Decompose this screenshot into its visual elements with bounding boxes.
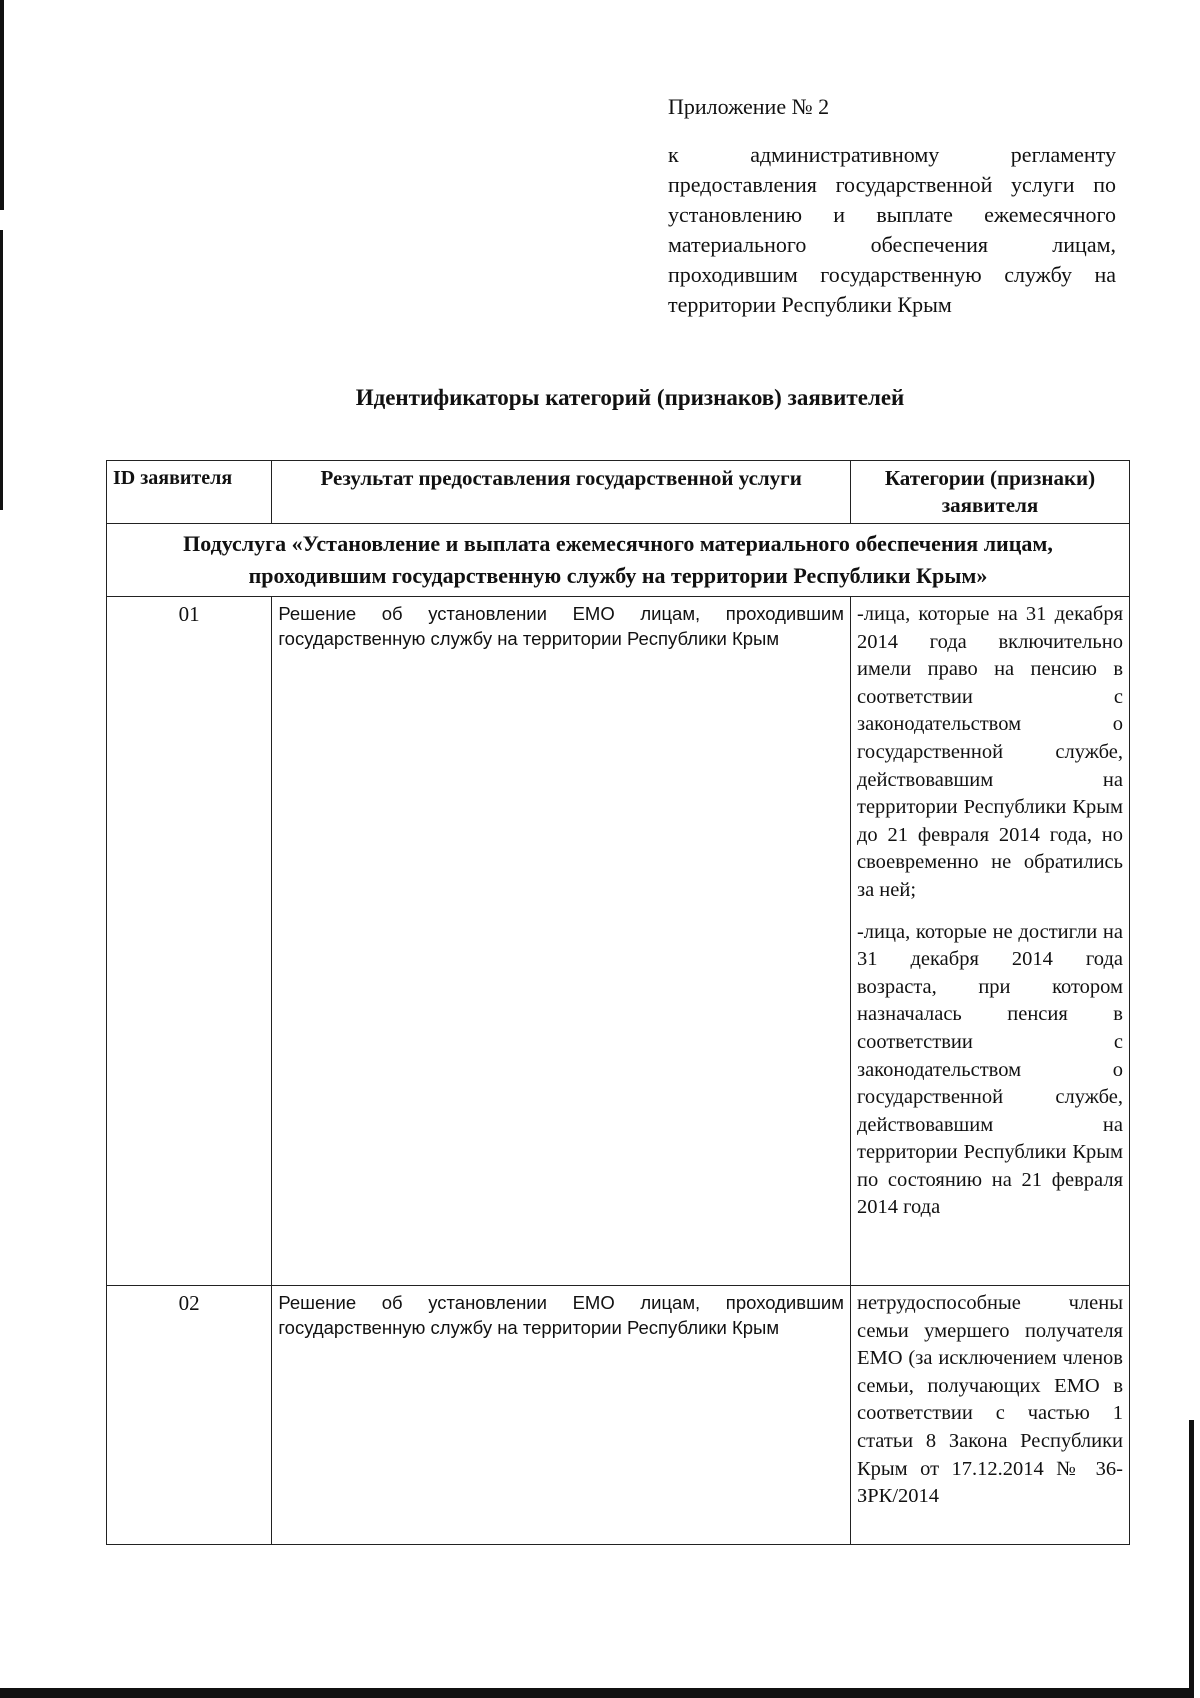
table-row xyxy=(107,597,1130,1286)
row-categories xyxy=(850,597,1129,1286)
table-header-row xyxy=(107,461,1130,524)
appendix-body: к административному регламенту предоставления государственной услуги по установлению и выплате ежемесячного материального обеспечения лицам, проходившим государственную службу на территории Республики Крым xyxy=(668,142,1116,317)
category-item: нетрудоспособные члены семьи умершего получателя ЕМО (за исключением членов семьи, получающих ЕМО в соответствии с частью 1 статьи 8 Закона Республики Крым от 17.12.2014 № 36-ЗРК/2014 xyxy=(856,1292,1123,1508)
header-id: ID заявителя xyxy=(107,461,272,524)
category-item: -лица, которые не достигли на 31 декабря 2014 года возраста, при котором назначалась пенсия в соответствии с законодательством о государственной службе, действовавшим на территории Республики Крым по состоянию на 21 февраля 2014 года xyxy=(856,920,1123,1219)
category-item: -лица, которые на 31 декабря 2014 года включительно имели право на пенсию в соответствии с законодательством о государственной службе, действовавшим на территории Республики Крым до 21 февраля 2014 года, но своевременно не обратились за ней; xyxy=(856,603,1123,901)
row-categories xyxy=(850,1286,1129,1545)
subservice-row xyxy=(107,524,1130,597)
scan-edge-mark-right xyxy=(1189,1420,1194,1698)
appendix-header xyxy=(668,92,1116,320)
scan-edge-mark-left xyxy=(0,230,3,510)
row-result: Решение об установлении ЕМО лицам, проходившим государственную службу на территории Республики Крым xyxy=(272,597,851,1286)
scan-edge-mark-top-left xyxy=(0,0,4,210)
table-row xyxy=(107,1286,1130,1545)
header-category: Категории (признаки) заявителя xyxy=(850,461,1129,524)
subservice-title: Подуслуга «Установление и выплата ежемесячного материального обеспечения лицам, проходившим государственную службу на территории Республики Крым» xyxy=(107,524,1130,597)
appendix-title: Приложение № 2 xyxy=(668,94,830,119)
categories-table xyxy=(106,460,1130,1545)
row-result: Решение об установлении ЕМО лицам, проходившим государственную службу на территории Республики Крым xyxy=(272,1286,851,1545)
row-id: 02 xyxy=(107,1286,272,1545)
row-id: 01 xyxy=(107,597,272,1286)
scan-edge-mark-bottom xyxy=(0,1688,1190,1698)
document-title: Идентификаторы категорий (признаков) заявителей xyxy=(355,385,905,410)
header-result: Результат предоставления государственной услуги xyxy=(272,461,851,524)
